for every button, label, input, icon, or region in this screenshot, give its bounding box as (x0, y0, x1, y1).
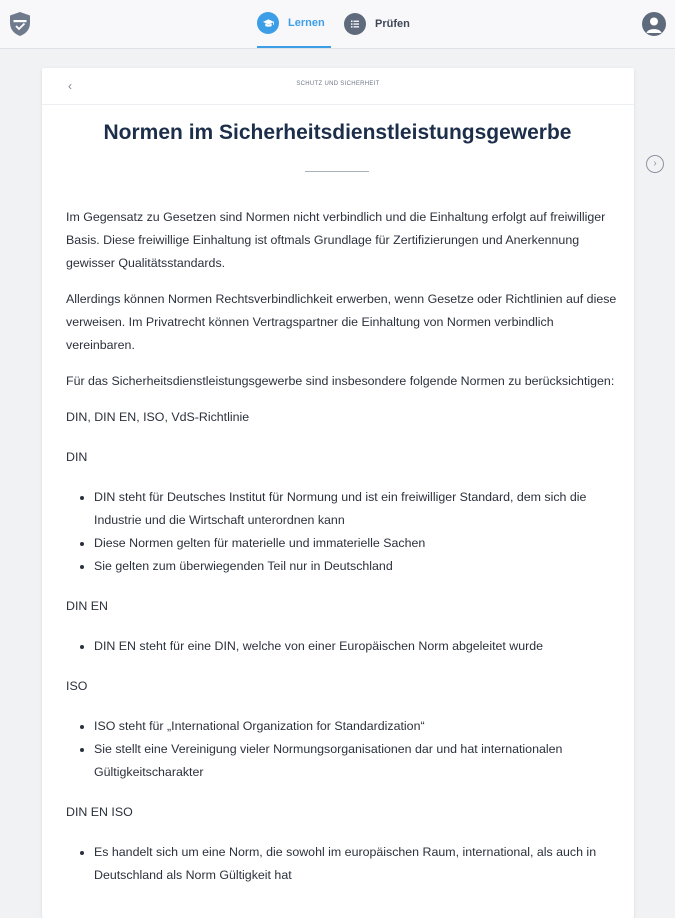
tab-lernen-label: Lernen (288, 17, 325, 29)
user-avatar-icon[interactable] (642, 12, 666, 36)
list-item: • Es handelt sich um eine Norm, die sowohl im europäischen Raum, international, als auch in Deutschland als Norm Gültigkeit hat (94, 841, 618, 887)
section-heading-din: DIN (66, 450, 88, 464)
list-din (66, 486, 618, 578)
graduation-cap-icon (257, 12, 279, 34)
breadcrumb: SCHUTZ UND SICHERHEIT (296, 81, 380, 87)
top-bar (0, 0, 675, 49)
list-item: • Sie gelten zum überwiegenden Teil nur in Deutschland (94, 555, 618, 578)
list-item: • DIN EN steht für eine DIN, welche von einer Europäischen Norm abgeleitet wurde (94, 635, 618, 658)
list-din-en-iso (66, 841, 618, 887)
shield-logo-icon[interactable] (8, 11, 32, 37)
page-title: Normen im Sicherheitsdienstleistungsgewerbe (103, 121, 572, 144)
section-heading-iso: ISO (66, 679, 88, 693)
list-item: • Sie stellt eine Vereinigung vieler Normungsorganisationen dar und hat internationalen Gültigkeitscharakter (94, 738, 618, 784)
tab-lernen[interactable] (257, 0, 331, 48)
paragraph-legal: Allerdings können Normen Rechtsverbindlichkeit erwerben, wenn Gesetze oder Richtlinien auf diese verweisen. Im Privatrecht können Vertragspartner die Einhaltung von Normen verbindlich vereinbaren. (66, 292, 617, 352)
title-divider (305, 171, 369, 172)
list-iso (66, 715, 618, 784)
list-item: • ISO steht für „International Organization for Standardization“ (94, 715, 618, 738)
list-din-en (66, 635, 618, 658)
list-item: • DIN steht für Deutsches Institut für Normung und ist ein freiwilliger Standard, dem sich die Industrie und die Wirtschaft unterordnen kann (94, 486, 618, 532)
chevron-left-icon[interactable]: ‹ (68, 79, 72, 93)
list-icon (344, 13, 366, 35)
paragraph-intro: Im Gegensatz zu Gesetzen sind Normen nicht verbindlich und die Einhaltung erfolgt auf freiwilliger Basis. Diese freiwillige Einhaltung ist oftmals Grundlage für Zertifizierungen und Anerkennung gewisser Qualitätsstandards. (66, 210, 606, 270)
article-content (66, 206, 618, 887)
card-header (42, 68, 634, 105)
paragraph-norms-list-intro: Für das Sicherheitsdienstleistungsgewerbe sind insbesondere folgende Normen zu berücksichtigen: (66, 374, 615, 388)
list-item: • Diese Normen gelten für materielle und immaterielle Sachen (94, 532, 618, 555)
paragraph-norms-summary: DIN, DIN EN, ISO, VdS-Richtlinie (66, 410, 250, 424)
main-nav (257, 0, 424, 48)
tab-pruefen-label: Prüfen (375, 18, 410, 30)
section-heading-din-en: DIN EN (66, 599, 108, 613)
section-heading-din-en-iso: DIN EN ISO (66, 805, 133, 819)
chevron-right-circle-icon[interactable]: › (646, 155, 664, 173)
tab-pruefen[interactable] (344, 0, 424, 48)
